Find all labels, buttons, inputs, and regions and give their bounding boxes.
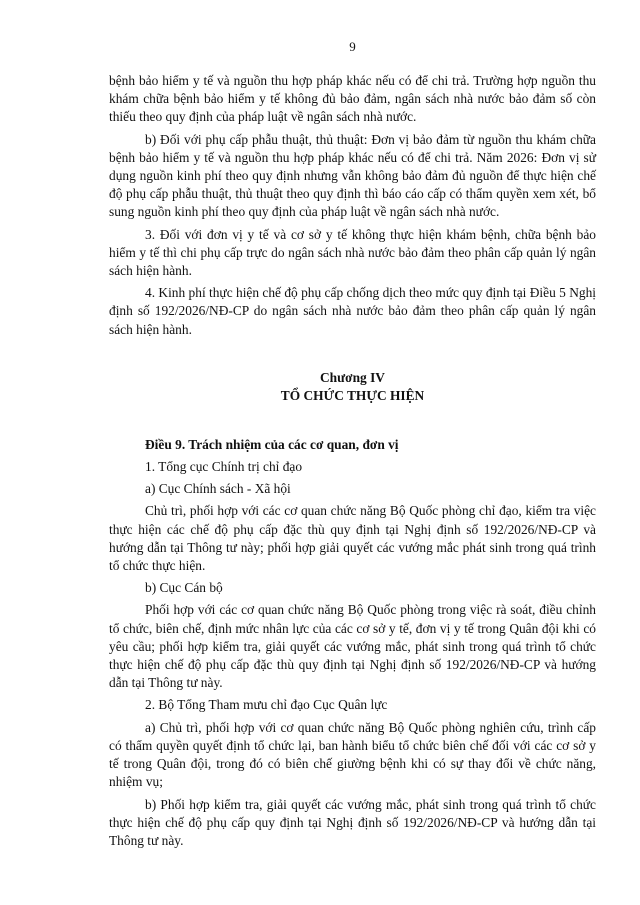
article-item: a) Cục Chính sách - Xã hội [145, 481, 291, 497]
chapter-title: TỔ CHỨC THỰC HIỆN [280, 388, 425, 404]
article-item: Chủ trì, phối hợp với các cơ quan chức năng Bộ Quốc phòng chỉ đạo, kiểm tra việc thực hiện các chế độ phụ cấp đặc thù quy định tại Nghị định số 192/2026/NĐ-CP và hướng dẫn tại Thông tư này; phối hợp giải quyết các vướng mắc phát sinh trong quá trình tổ chức thực hiện. [109, 503, 596, 574]
article-item: b) Cục Cán bộ [145, 580, 223, 596]
article-item: Phối hợp với các cơ quan chức năng Bộ Quốc phòng trong việc rà soát, điều chỉnh tổ chức, biên chế, định mức nhân lực của các cơ sở y tế, đơn vị y tế trong Quân đội khi có yêu cầu; phối hợp kiểm tra, giải quyết các vướng mắc, phát sinh trong quá trình tổ chức thực hiện chế độ phụ cấp đặc thù quy định tại Nghị định số 192/2026/NĐ-CP và hướng dẫn tại Thông tư này. [109, 602, 596, 691]
article-item: b) Phối hợp kiểm tra, giải quyết các vướng mắc, phát sinh trong quá trình tổ chức thực hiện chế độ phụ cấp quy định tại Nghị định số 192/2026/NĐ-CP và hướng dẫn tại Thông tư này. [109, 796, 596, 848]
article-item: 2. Bộ Tổng Tham mưu chỉ đạo Cục Quân lực [145, 697, 388, 713]
article-title: Điều 9. Trách nhiệm của các cơ quan, đơn vị [145, 436, 399, 452]
chapter-heading [109, 369, 596, 406]
paragraph-item-4: 4. Kinh phí thực hiện chế độ phụ cấp chống dịch theo mức quy định tại Điều 5 Nghị định số 192/2026/NĐ-CP do ngân sách nhà nước bảo đảm theo phân cấp quản lý ngân sách hiện hành. [109, 285, 596, 337]
article-item: a) Chủ trì, phối hợp với cơ quan chức năng Bộ Quốc phòng nghiên cứu, trình cấp có thẩm quyền quyết định tổ chức lại, ban hành biểu tổ chức biên chế đối với các cơ sở y tế trong Quân đội, trong đó có biên chế giường bệnh khi có sự thay đổi về chức năng, nhiệm vụ; [109, 719, 596, 790]
paragraph-continuation: bệnh bảo hiểm y tế và nguồn thu hợp pháp khác nếu có để chi trả. Trường hợp nguồn thu khám chữa bệnh bảo hiểm y tế không đủ bảo đảm, ngân sách nhà nước bảo đảm số còn thiếu theo quy định của pháp luật về ngân sách nhà nước. [109, 73, 596, 125]
paragraph-item-3: 3. Đối với đơn vị y tế và cơ sở y tế không thực hiện khám bệnh, chữa bệnh bảo hiểm y tế thì chi phụ cấp trực do ngân sách nhà nước bảo đảm theo phân cấp quản lý ngân sách hiện hành. [109, 226, 596, 279]
page-number: 9 [349, 39, 356, 54]
chapter-number: Chương IV [320, 369, 385, 385]
paragraph-surgery-allowance: b) Đối với phụ cấp phẫu thuật, thủ thuật: Đơn vị bảo đảm từ nguồn thu khám chữa bệnh bảo hiểm y tế và nguồn thu hợp pháp khác nếu có để chi trả. Năm 2026: Đơn vị sử dụng nguồn kinh phí theo quy định nhưng vẫn không bảo đảm đủ nguồn để thực hiện chế độ phụ cấp phẫu thuật, thủ thuật theo quy định thì báo cáo cấp có thẩm quyền xem xét, bổ sung nguồn kinh phí theo quy định của pháp luật về ngân sách nhà nước. [109, 131, 596, 220]
article-item: 1. Tổng cục Chính trị chỉ đạo [145, 459, 303, 475]
